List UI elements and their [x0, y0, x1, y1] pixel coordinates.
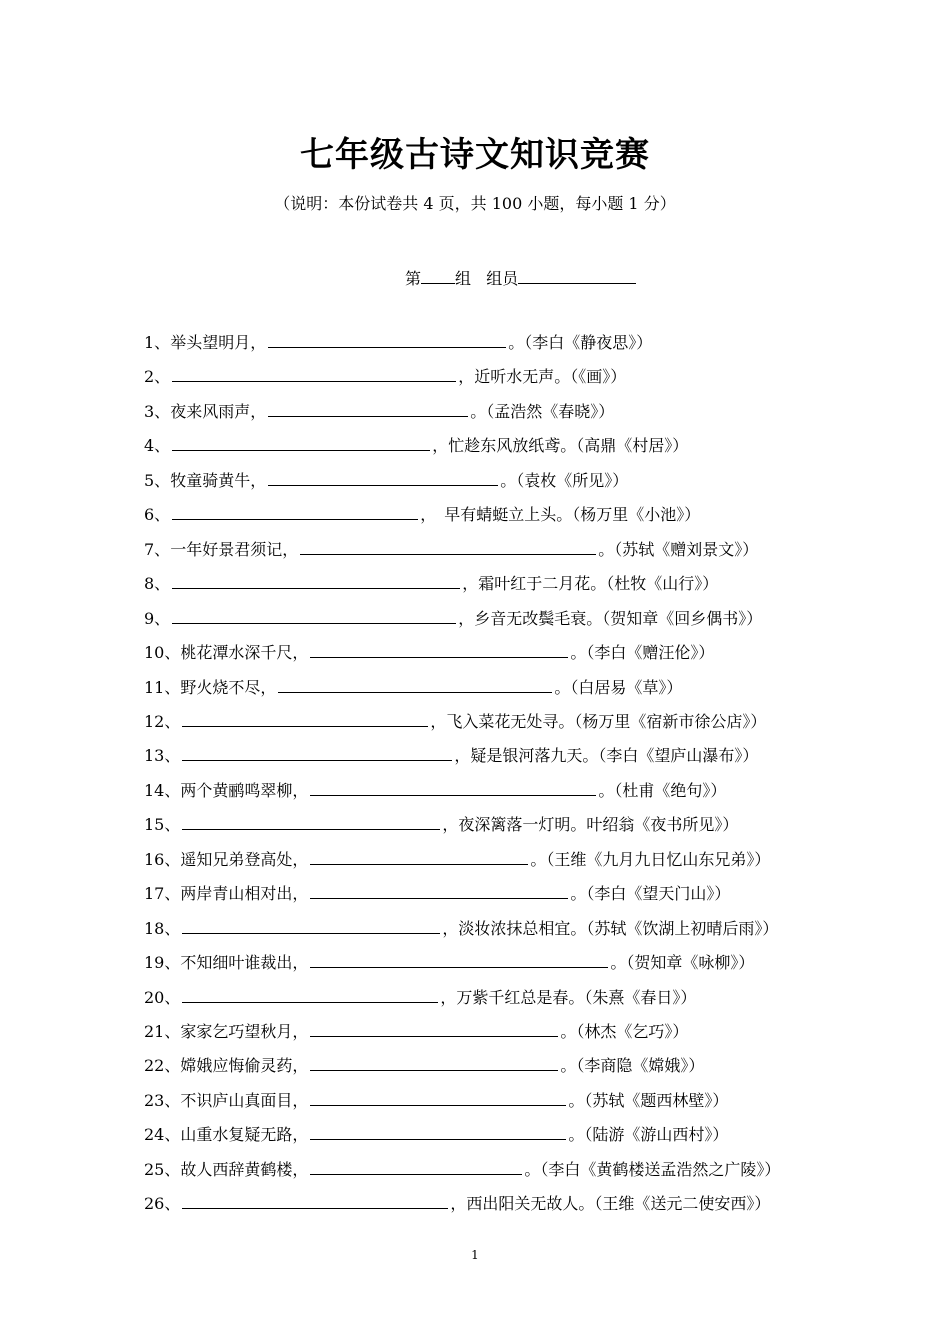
member-names-blank[interactable] — [518, 282, 636, 284]
question-source-text: 。（李白《黄鹤楼送孟浩然之广陵》） — [524, 1159, 781, 1179]
question-item — [144, 815, 738, 835]
question-source-text: 。（贺知章《咏柳》） — [610, 953, 755, 973]
answer-blank[interactable] — [182, 725, 428, 727]
question-item — [144, 919, 778, 939]
question-number: 5、 — [144, 470, 171, 490]
question-number: 6、 — [144, 505, 171, 525]
question-source-text: ， 早有蜻蜓立上头。（杨万里《小池》） — [420, 505, 701, 525]
question-item — [144, 471, 628, 491]
question-item — [144, 1125, 728, 1145]
question-source-text: ，忙趁东风放纸鸢。（高鼎《村居》） — [432, 436, 689, 456]
question-number: 23、 — [144, 1090, 181, 1110]
question-source-text: 。（袁枚《所见》） — [500, 470, 629, 490]
answer-blank[interactable] — [268, 346, 506, 348]
question-item — [144, 540, 758, 560]
question-given-line: 不识庐山真面目， — [180, 1090, 309, 1110]
question-item — [144, 678, 682, 698]
question-given-line: 一年好景君须记， — [170, 539, 299, 559]
question-source-text: 。（王维《九月九日忆山东兄弟》） — [530, 849, 771, 869]
question-number: 21、 — [144, 1022, 181, 1041]
question-number: 1、 — [144, 333, 171, 352]
question-item — [144, 1091, 728, 1111]
question-item — [144, 988, 696, 1008]
question-source-text: 。（李白《静夜思》） — [508, 333, 653, 352]
answer-blank[interactable] — [310, 1069, 558, 1071]
question-number: 22、 — [144, 1056, 181, 1076]
answer-blank[interactable] — [182, 932, 440, 934]
question-source-text: 。（李白《赠汪伦》） — [570, 643, 715, 663]
question-number: 12、 — [144, 711, 181, 731]
question-given-line: 家家乞巧望秋月， — [180, 1022, 309, 1041]
question-item — [144, 505, 700, 525]
question-number: 7、 — [144, 539, 171, 559]
question-number: 14、 — [144, 780, 181, 800]
question-source-text: 。（苏轼《赠刘景文》） — [598, 539, 759, 559]
page-number: 1 — [471, 1248, 479, 1262]
group-member-line — [405, 266, 636, 289]
question-item — [144, 1160, 780, 1180]
answer-blank[interactable] — [172, 380, 456, 382]
question-source-text: 。（李白《望天门山》） — [570, 884, 731, 904]
question-source-text: 。（陆游《游山西村》） — [568, 1125, 729, 1145]
answer-blank[interactable] — [310, 1138, 566, 1140]
answer-blank[interactable] — [310, 966, 608, 968]
question-source-text: 。（杜甫《绝句》） — [598, 780, 727, 800]
question-number: 10、 — [144, 643, 181, 663]
answer-blank[interactable] — [310, 656, 568, 658]
question-number: 24、 — [144, 1125, 181, 1145]
answer-blank[interactable] — [310, 794, 596, 796]
question-item — [144, 884, 730, 904]
question-number: 15、 — [144, 815, 181, 835]
question-given-line: 不知细叶谁裁出， — [180, 953, 309, 973]
group-label: 组 — [455, 269, 472, 288]
question-item — [144, 953, 754, 973]
question-given-line: 两个黄鹂鸣翠柳， — [180, 780, 309, 800]
question-given-line: 遥知兄弟登高处， — [180, 849, 309, 869]
question-item — [144, 643, 714, 663]
question-given-line: 夜来风雨声， — [170, 401, 267, 421]
answer-blank[interactable] — [268, 415, 468, 417]
question-number: 3、 — [144, 401, 171, 421]
question-item — [144, 746, 758, 766]
question-item — [144, 367, 626, 387]
question-given-line: 野火烧不尽， — [180, 677, 277, 697]
answer-blank[interactable] — [172, 587, 460, 589]
question-item — [144, 609, 762, 629]
question-item — [144, 436, 688, 456]
question-source-text: ，乡音无改鬓毛衰。（贺知章《回乡偶书》） — [458, 608, 763, 628]
question-given-line: 故人西辞黄鹤楼， — [180, 1159, 309, 1179]
question-item — [144, 1056, 704, 1076]
question-source-text: 。（白居易《草》） — [554, 677, 683, 697]
answer-blank[interactable] — [172, 449, 430, 451]
question-number: 16、 — [144, 849, 181, 869]
answer-blank[interactable] — [300, 553, 596, 555]
answer-blank[interactable] — [268, 484, 498, 486]
answer-blank[interactable] — [310, 1104, 566, 1106]
group-number-blank[interactable] — [421, 282, 455, 284]
question-item — [144, 781, 726, 801]
question-number: 26、 — [144, 1194, 181, 1214]
question-source-text: ，霜叶红于二月花。（杜牧《山行》） — [462, 574, 719, 594]
answer-blank[interactable] — [172, 518, 418, 520]
question-given-line: 桃花潭水深千尺， — [180, 643, 309, 663]
instructions-note: （说明：本份试卷共 4 页，共 100 小题，每小题 1 分） — [274, 194, 676, 213]
answer-blank[interactable] — [172, 622, 456, 624]
question-item — [144, 402, 614, 422]
question-given-line: 嫦娥应悔偷灵药， — [180, 1056, 309, 1076]
question-source-text: ，万紫千红总是春。（朱熹《春日》） — [440, 987, 697, 1007]
question-source-text: 。（李商隐《嫦娥》） — [560, 1056, 705, 1076]
answer-blank[interactable] — [182, 1207, 448, 1209]
question-given-line: 两岸青山相对出， — [180, 884, 309, 904]
question-number: 4、 — [144, 436, 171, 456]
page-title: 七年级古诗文知识竞赛 — [300, 135, 650, 175]
question-given-line: 山重水复疑无路， — [180, 1125, 309, 1145]
question-item — [144, 333, 652, 353]
question-source-text: 。（孟浩然《春晓》） — [470, 401, 615, 421]
answer-blank[interactable] — [182, 759, 452, 761]
question-number: 18、 — [144, 918, 181, 938]
question-item — [144, 574, 718, 594]
question-source-text: ，夜深篱落一灯明。叶绍翁《夜书所见》） — [442, 815, 739, 835]
question-number: 13、 — [144, 746, 181, 766]
answer-blank[interactable] — [310, 1035, 558, 1037]
question-source-text: ，西出阳关无故人。（王维《送元二使安西》） — [450, 1194, 771, 1214]
answer-blank[interactable] — [310, 863, 528, 865]
question-item — [144, 1022, 688, 1042]
question-number: 9、 — [144, 608, 171, 628]
question-number: 11、 — [144, 677, 181, 697]
question-given-line: 举头望明月， — [170, 333, 267, 352]
group-prefix: 第 — [405, 269, 422, 288]
answer-blank[interactable] — [278, 691, 552, 693]
answer-blank[interactable] — [182, 1001, 438, 1003]
question-source-text: ，淡妆浓抹总相宜。（苏轼《饮湖上初晴后雨》） — [442, 918, 779, 938]
answer-blank[interactable] — [182, 828, 440, 830]
question-number: 8、 — [144, 574, 171, 594]
question-item — [144, 850, 770, 870]
question-source-text: ，疑是银河落九天。（李白《望庐山瀑布》） — [454, 746, 759, 766]
question-item — [144, 712, 766, 732]
answer-blank[interactable] — [310, 1173, 522, 1175]
question-source-text: ，近听水无声。（《画》） — [458, 367, 627, 387]
question-given-line: 牧童骑黄牛， — [170, 470, 267, 490]
question-number: 19、 — [144, 953, 181, 973]
question-item — [144, 1194, 770, 1214]
question-number: 17、 — [144, 884, 181, 904]
question-source-text: ，飞入菜花无处寻。（杨万里《宿新市徐公店》） — [430, 711, 767, 731]
member-label: 组员 — [486, 269, 519, 288]
question-source-text: 。（苏轼《题西林壁》） — [568, 1090, 729, 1110]
answer-blank[interactable] — [310, 897, 568, 899]
question-number: 2、 — [144, 367, 171, 387]
question-source-text: 。（林杰《乞巧》） — [560, 1022, 689, 1041]
question-number: 25、 — [144, 1159, 181, 1179]
question-number: 20、 — [144, 987, 181, 1007]
